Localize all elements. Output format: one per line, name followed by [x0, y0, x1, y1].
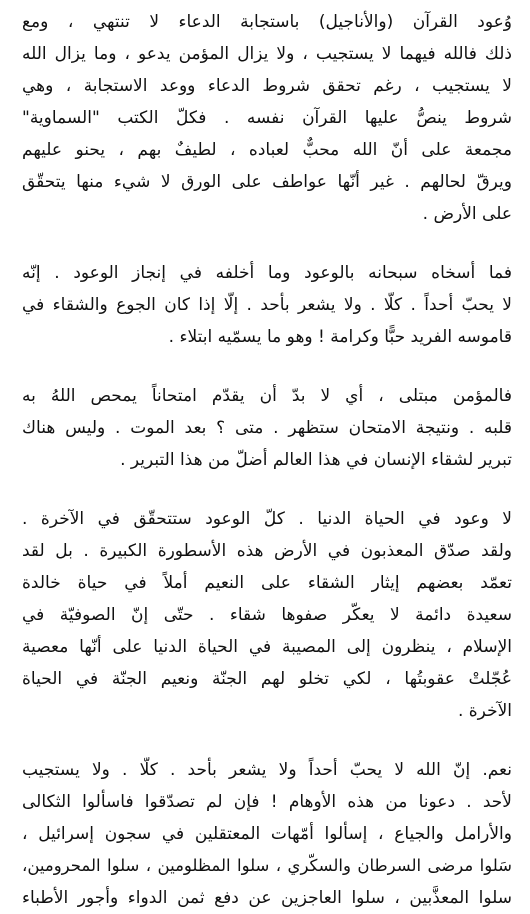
text-line: شروط ينصُّ عليها القرآن نفسه . فكلّ الكتب "السماوية" — [22, 108, 512, 128]
text-line: ذلك فالله فيهما لا يستجيب ، ولا يزال المؤمن يدعو ، وما يزال الله — [22, 44, 512, 64]
paragraph-gap — [22, 230, 512, 257]
paragraph-trial — [22, 380, 512, 476]
text-line: تبرير لشقاء الإنسان في هذا العالم أضلّ من هذا التبرير . — [120, 450, 512, 470]
text-line: مجمعة على أنّ الله محبٌّ لعباده ، لطيفٌ بهم ، يحنو عليهم — [22, 140, 512, 160]
text-line: نعم. إنّ الله لا يحبّ أحداً ولا يشعر بأحد . كلّا . ولا يستجيب — [22, 760, 512, 780]
text-line: سعيدة دائمة لا يعكّر صفوها شقاء . حتّى إنّ الصوفيّة في — [22, 605, 512, 625]
text-line: والأرامل والجياع ، إسألوا أمّهات المعتقلين في سجون إسرائيل ، — [22, 824, 512, 844]
text-line: الآخرة . — [457, 701, 512, 721]
text-line: الإسلام ، ينظرون إلى المصيبة في الحياة الدنيا على أنّها معصية — [22, 637, 512, 657]
text-line: فما أسخاه سبحانه بالوعود وما أخلفه في إنجاز الوعود . إنّه — [22, 263, 512, 283]
text-line: لا يحبّ أحداً . كلّا . ولا يشعر بأحد . إلّا إذا كان الجوع والشقاء في — [22, 295, 512, 315]
text-line: ويرقّ لحالهم . غير أنّها عواطف على الورق لا شيء منها يتحقّق — [22, 172, 512, 192]
text-line: عُجّلتْ عقوبتُها ، لكي تخلو لهم الجنّة ونعيم الجنّة في الحياة — [22, 669, 512, 689]
text-line: فالمؤمن مبتلى ، أي لا بدّ أن يقدّم امتحاناً يمحص اللهُ به — [22, 386, 512, 406]
text-line: لا وعود في الحياة الدنيا . كلّ الوعود ستتحقّق في الآخرة . — [22, 509, 512, 529]
paragraph-gap — [22, 353, 512, 380]
text-line: لأحد . دعونا من هذه الأوهام ! فإن لم تصدّقوا فاسألوا الثكالى — [22, 792, 512, 812]
paragraph-ask-the-afflicted — [22, 754, 512, 914]
text-line: قلبه . ونتيجة الامتحان ستظهر . متى ؟ بعد الموت . وليس هناك — [22, 418, 512, 438]
text-line: وُعود القرآن (والأناجيل) باستجابة الدعاء لا تنتهي ، ومع — [22, 12, 512, 32]
paragraph-promises — [22, 257, 512, 353]
text-line: تعمّد بعضهم إيثار الشقاء على النعيم أملاً في حياة خالدة — [22, 573, 512, 593]
text-line: ولقد صدّق المعذبون في الأرض هذه الأسطورة الكبيرة . بل لقد — [22, 541, 512, 561]
text-line: قاموسه الفريد حبًّا وكرامة ! وهو ما يسمّيه ابتلاء . — [168, 327, 512, 347]
paragraph-afterlife — [22, 503, 512, 727]
text-line: على الأرض . — [422, 204, 512, 224]
text-line: سلوا المعذَّبين ، سلوا العاجزين عن دفع ثمن الدواء وأجور الأطباء — [22, 888, 512, 908]
text-line: سَلوا مرضى السرطان والسكّري ، سلوا المظلومين ، سلوا المحرومين، — [22, 856, 512, 875]
paragraph-gap — [22, 476, 512, 503]
paragraph-unanswered-prayer — [22, 6, 512, 230]
text-line: لا يستجيب ، رغم تحقق شروط الدعاء ووعد الاستجابة ، وهي — [22, 76, 512, 96]
paragraph-gap — [22, 727, 512, 754]
